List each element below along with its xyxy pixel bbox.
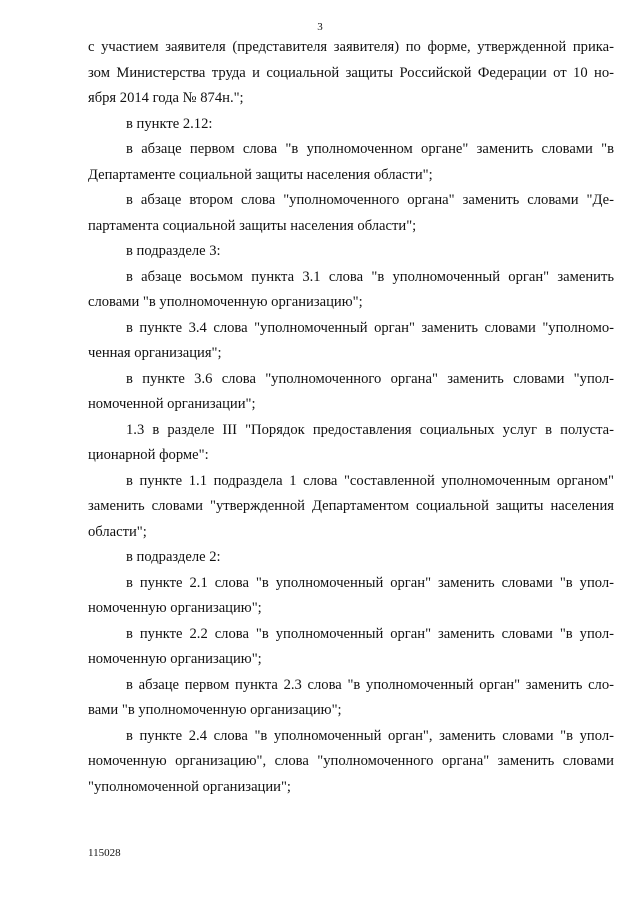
text-line: номоченной организации";	[88, 396, 256, 412]
text-line: партамента социальной защиты населения области";	[88, 217, 417, 234]
text-line: в пункте 2.12:	[126, 115, 213, 132]
text-line: номоченную организацию";	[88, 600, 262, 616]
text-line: в пункте 1.1 подраздела 1 слова "составленной уполномоченным органом"	[126, 472, 614, 489]
text-line: в пункте 2.2 слова "в уполномоченный орган" заменить словами "в упол-	[126, 625, 614, 642]
text-line: в пункте 3.4 слова "уполномоченный орган" заменить словами "уполномо-	[126, 319, 614, 336]
text-line: вами "в уполномоченную организацию";	[88, 702, 342, 718]
text-line: в пункте 2.1 слова "в уполномоченный орган" заменить словами "в упол-	[126, 574, 614, 591]
text-line: в абзаце втором слова "уполномоченного органа" заменить словами "Де-	[126, 192, 614, 208]
document-code: 115028	[88, 847, 121, 859]
text-line: в подразделе 2:	[126, 549, 221, 565]
text-line: в абзаце первом слова "в уполномоченном органе" заменить словами "в	[126, 141, 614, 157]
text-line: в подразделе 3:	[126, 243, 221, 259]
text-line: в абзаце первом пункта 2.3 слова "в уполномоченный орган" заменить сло-	[126, 676, 614, 693]
text-line: 1.3 в разделе III "Порядок предоставления социальных услуг в полуста-	[126, 421, 614, 438]
text-line: зом Министерства труда и социальной защиты Российской Федерации от 10 но-	[88, 64, 614, 81]
text-line: в абзаце восьмом пункта 3.1 слова "в уполномоченный орган" заменить	[126, 268, 614, 285]
text-line: словами "в уполномоченную организацию";	[88, 294, 363, 310]
text-line: в пункте 2.4 слова "в уполномоченный орган", заменить словами "в упол-	[126, 727, 614, 744]
page-number: 3	[317, 21, 323, 33]
text-line: заменить словами "утвержденной Департаментом социальной защиты населения	[88, 498, 614, 514]
text-line: номоченную организацию", слова "уполномоченного органа" заменить словами	[88, 753, 614, 769]
text-line: с участием заявителя (представителя заявителя) по форме, утвержденной прика-	[88, 39, 614, 55]
text-line: "уполномоченной организации";	[88, 778, 291, 795]
text-line: в пункте 3.6 слова "уполномоченного органа" заменить словами "упол-	[126, 370, 614, 387]
text-line: ября 2014 года № 874н.";	[88, 90, 244, 106]
text-line: номоченную организацию";	[88, 651, 262, 667]
text-line: Департаменте социальной защиты населения области";	[88, 166, 433, 183]
document-body	[88, 35, 614, 800]
text-line: области";	[88, 523, 147, 540]
text-line: ционарной форме":	[88, 447, 209, 463]
text-line: ченная организация";	[88, 345, 222, 361]
